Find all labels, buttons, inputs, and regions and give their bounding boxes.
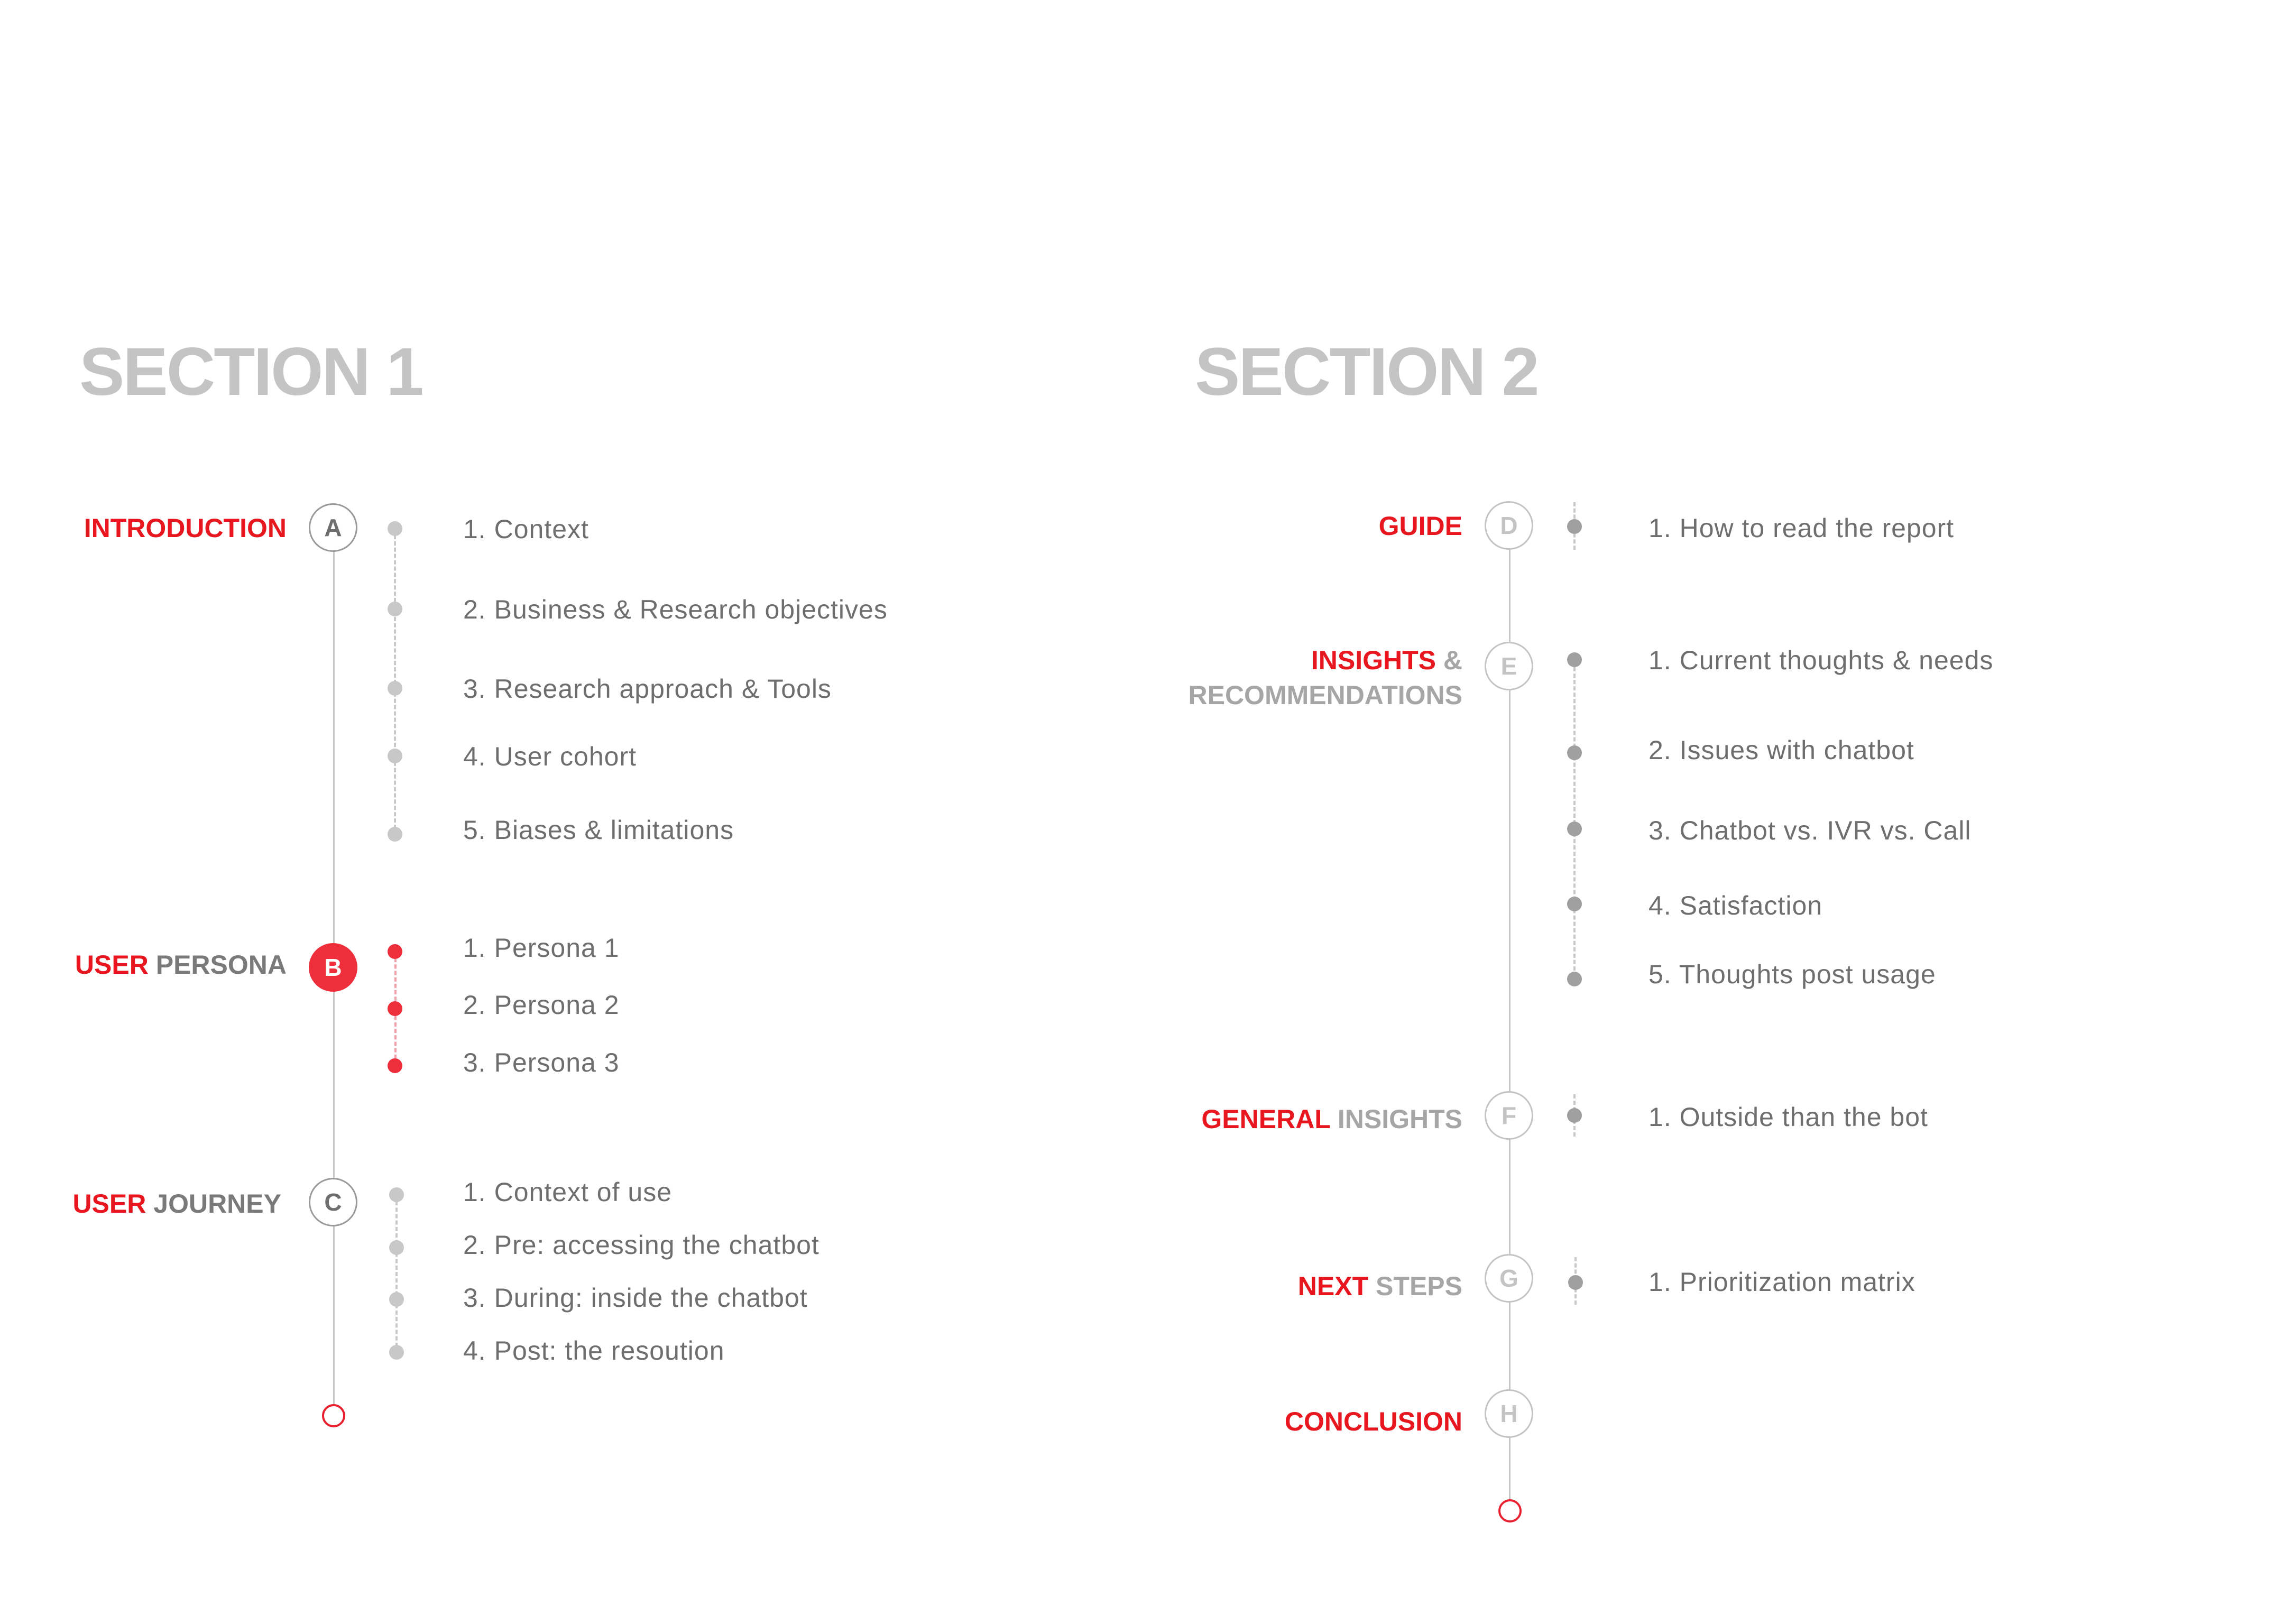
user-journey-label-red: USER: [72, 1189, 146, 1219]
introduction-item-5[interactable]: 5. Biases & limitations: [463, 815, 734, 845]
user-persona-dot-2: [388, 1001, 402, 1016]
user-persona-item-3[interactable]: 3. Persona 3: [463, 1048, 620, 1077]
section-2-title: SECTION 2: [1195, 334, 1538, 410]
user-journey-dot-2: [389, 1240, 404, 1255]
general-insights-item-1[interactable]: 1. Outside than the bot: [1648, 1102, 1928, 1132]
next-steps-label-red: NEXT: [1297, 1271, 1369, 1301]
introduction-dot-1: [388, 521, 402, 536]
node-b[interactable]: B: [309, 943, 357, 992]
section-1-title: SECTION 1: [79, 334, 422, 410]
user-journey-label[interactable]: [72, 1186, 281, 1221]
section-1-end-marker: [322, 1404, 345, 1427]
insights-dot-2: [1567, 745, 1582, 760]
node-d[interactable]: D: [1485, 501, 1533, 550]
introduction-dot-3: [388, 681, 402, 696]
next-steps-item-1[interactable]: 1. Prioritization matrix: [1648, 1267, 1915, 1297]
introduction-item-4[interactable]: 4. User cohort: [463, 742, 637, 771]
next-steps-dot-1: [1568, 1275, 1583, 1290]
insights-dot-5: [1567, 972, 1582, 986]
next-steps-label[interactable]: [1298, 1269, 1462, 1304]
node-c[interactable]: C: [309, 1178, 357, 1226]
general-insights-label-red: GENERAL: [1201, 1104, 1330, 1134]
introduction-dot-2: [388, 602, 402, 616]
insights-label-amp: &: [1436, 645, 1462, 675]
user-journey-item-3[interactable]: 3. During: inside the chatbot: [463, 1283, 808, 1313]
insights-item-2[interactable]: 2. Issues with chatbot: [1648, 735, 1914, 765]
insights-label-red: INSIGHTS: [1311, 645, 1436, 675]
next-steps-label-grey: STEPS: [1368, 1271, 1462, 1301]
insights-dot-4: [1567, 897, 1582, 911]
user-persona-label-red: USER: [75, 950, 149, 980]
user-persona-item-1[interactable]: 1. Persona 1: [463, 933, 620, 963]
node-f[interactable]: F: [1485, 1091, 1533, 1140]
introduction-label[interactable]: INTRODUCTION: [84, 513, 287, 543]
user-journey-item-1[interactable]: 1. Context of use: [463, 1177, 673, 1207]
user-persona-label-grey: PERSONA: [148, 950, 287, 980]
user-persona-dot-3: [388, 1058, 402, 1073]
conclusion-label[interactable]: CONCLUSION: [1284, 1407, 1462, 1436]
general-insights-label-grey: INSIGHTS: [1330, 1104, 1462, 1134]
user-journey-item-2[interactable]: 2. Pre: accessing the chatbot: [463, 1230, 819, 1260]
general-insights-label[interactable]: [1201, 1102, 1462, 1137]
introduction-item-1[interactable]: 1. Context: [463, 514, 589, 544]
insights-label[interactable]: [1188, 643, 1462, 713]
introduction-dot-4: [388, 749, 402, 763]
user-journey-label-grey: JOURNEY: [146, 1189, 281, 1219]
user-persona-dot-1: [388, 944, 402, 959]
introduction-item-2[interactable]: 2. Business & Research objectives: [463, 595, 888, 624]
general-insights-dot-1: [1567, 1108, 1582, 1123]
user-journey-subline: [395, 1195, 398, 1353]
node-h[interactable]: H: [1485, 1389, 1533, 1438]
node-a[interactable]: A: [309, 503, 357, 552]
user-journey-dot-3: [389, 1292, 404, 1307]
introduction-item-3[interactable]: 3. Research approach & Tools: [463, 674, 832, 704]
insights-label-line2: RECOMMENDATIONS: [1188, 680, 1462, 710]
section-2-end-marker: [1498, 1499, 1522, 1522]
insights-dot-3: [1567, 822, 1582, 836]
node-g[interactable]: G: [1485, 1254, 1533, 1303]
insights-item-4[interactable]: 4. Satisfaction: [1648, 891, 1823, 920]
introduction-dot-5: [388, 827, 402, 842]
user-journey-dot-4: [389, 1345, 404, 1360]
user-persona-label[interactable]: [75, 947, 287, 982]
guide-item-1[interactable]: 1. How to read the report: [1648, 513, 1955, 543]
node-e[interactable]: E: [1485, 642, 1533, 690]
insights-item-5[interactable]: 5. Thoughts post usage: [1648, 959, 1936, 989]
insights-dot-1: [1567, 652, 1582, 667]
user-journey-dot-1: [389, 1187, 404, 1202]
insights-item-3[interactable]: 3. Chatbot vs. IVR vs. Call: [1648, 816, 1972, 845]
insights-item-1[interactable]: 1. Current thoughts & needs: [1648, 645, 1994, 675]
user-persona-item-2[interactable]: 2. Persona 2: [463, 990, 620, 1020]
user-journey-item-4[interactable]: 4. Post: the resoution: [463, 1336, 725, 1365]
guide-label[interactable]: GUIDE: [1378, 511, 1462, 541]
guide-dot-1: [1567, 519, 1582, 534]
